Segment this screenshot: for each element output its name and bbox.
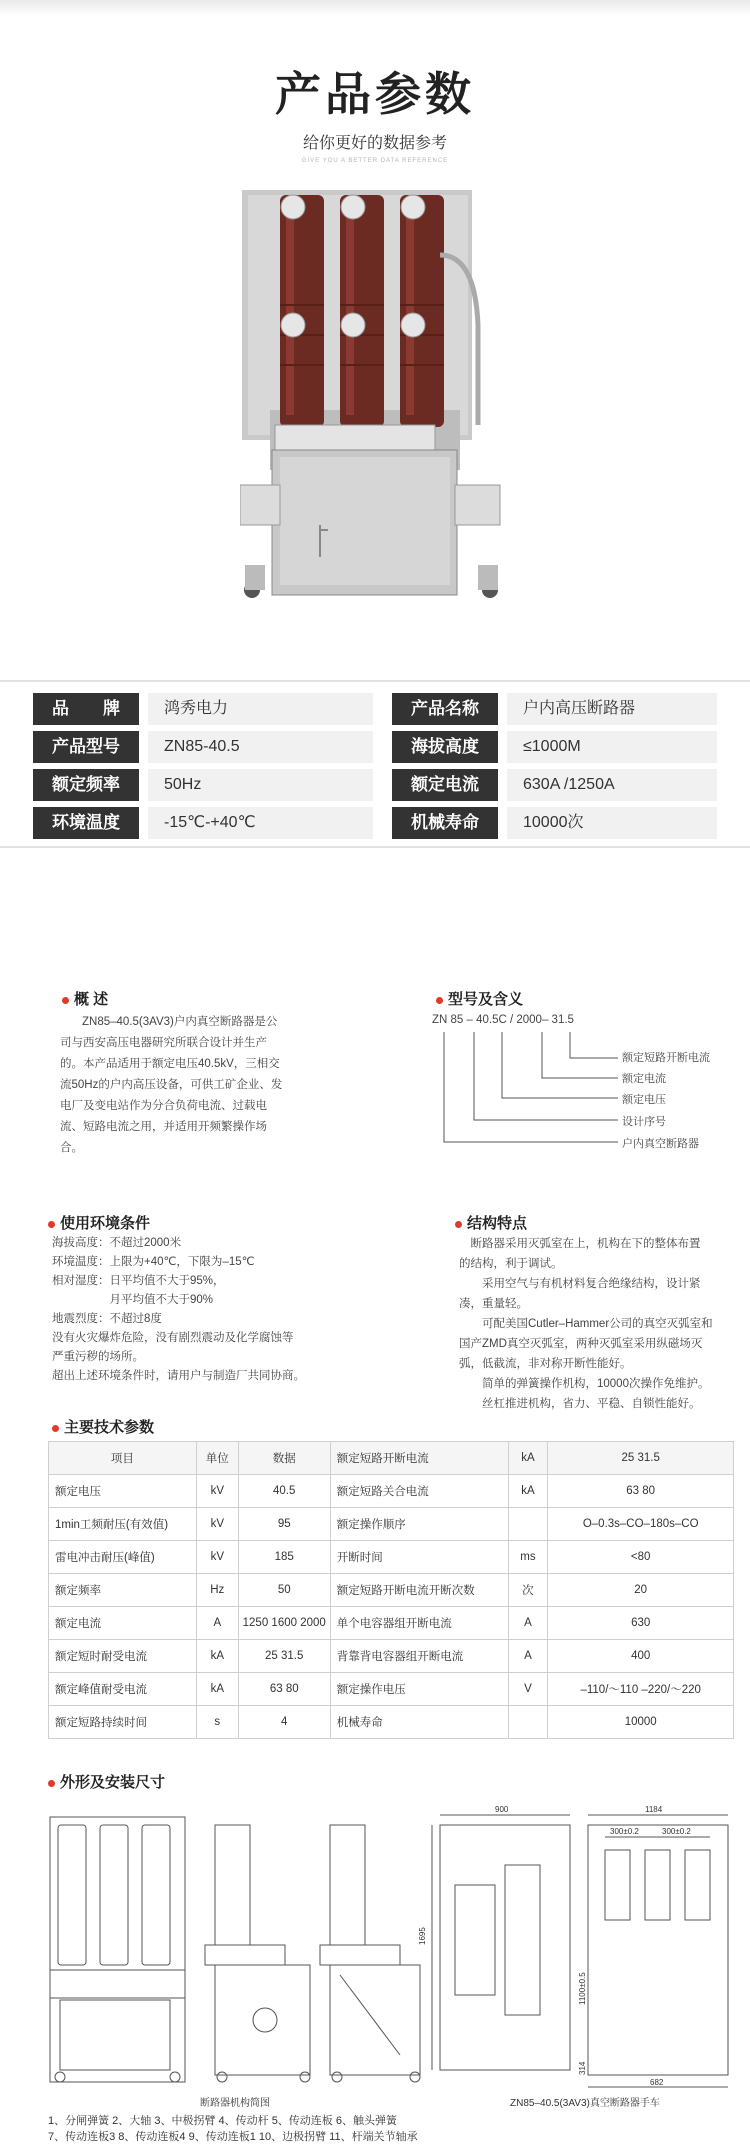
bullet-dot <box>436 997 443 1004</box>
spec-bottom-divider <box>0 846 750 848</box>
dim-label: 900 <box>495 1805 509 1814</box>
spec-value: ZN85-40.5 <box>148 731 373 763</box>
table-header-row: 项目 单位 数据 额定短路开断电流 kA 25 31.5 <box>49 1442 734 1475</box>
dim-label: 300±0.2 <box>610 1827 639 1836</box>
overview-text: ZN85–40.5(3AV3)户内真空断路器是公 司与西安高压电器研究所联合设计并生产 的。本产品适用于额定电压40.5kV，三相交 流50Hz的户内高压设备，可供工矿企业、发 电厂及变电站作为分合负荷电流、过载电 流、短路电流之用，并适用开频繁操作场 合。 <box>60 1016 283 1154</box>
page-subtitle: 给你更好的数据参考 <box>302 135 447 152</box>
table-row: 额定电流 A 1250 1600 2000 单个电容器组开断电流 A 630 <box>49 1607 734 1640</box>
dim-label: 1695 <box>418 1927 427 1945</box>
spec-value: 户内高压断路器 <box>507 693 717 725</box>
bullet-dot <box>48 1780 55 1787</box>
spec-label: 海拔高度 <box>392 731 498 763</box>
table-row: 雷电冲击耐压(峰值) kV 185 开断时间 ms <80 <box>49 1541 734 1574</box>
spec-label: 机械寿命 <box>392 807 498 839</box>
drawings-heading: 外形及安装尺寸 <box>48 1771 165 1792</box>
legend-line-2: 7、传动连板3 8、传动连板4 9、传动连板1 10、边极拐臂 11、杆端关节轴承 <box>48 2131 418 2143</box>
dim-label: 682 <box>650 2078 664 2087</box>
table-row: 额定短路持续时间 s 4 机械寿命 10000 <box>49 1706 734 1739</box>
tech-heading: 主要技术参数 <box>52 1416 154 1437</box>
model-label: 额定电压 <box>622 1094 666 1106</box>
spec-value: -15℃-+40℃ <box>148 807 373 839</box>
table-row: 额定短时耐受电流 kA 25 31.5 背靠背电容器组开断电流 A 400 <box>49 1640 734 1673</box>
bullet-dot <box>455 1221 462 1228</box>
spec-value: 50Hz <box>148 769 373 801</box>
structure-text: 断路器采用灭弧室在上，机构在下的整体布置 的结构，利于调试。 采用空气与有机材料复合绝缘结构，设计紧 凑，重量轻。 可配美国Cutler–Hammer公司的真空灭弧室和 国产ZMD真空灭弧室，两种灭弧室采用纵磁场灭 弧，低截流，非对称开断性能好。 简单的弹簧操作机构，10000次操作免维护。 丝杠推进机构，省力、平稳、自锁性能好。 <box>459 1238 713 1410</box>
spec-label: 产品型号 <box>33 731 139 763</box>
model-label: 设计序号 <box>622 1116 666 1128</box>
installation-drawings <box>40 1805 730 2095</box>
dim-label: 314 <box>578 2061 587 2075</box>
overview-heading: 概 述 <box>62 988 108 1009</box>
spec-value: 10000次 <box>507 807 717 839</box>
model-code: ZN 85 – 40.5C / 2000– 31.5 <box>432 1014 574 1026</box>
spec-top-divider <box>0 680 750 682</box>
caption-right: ZN85–40.5(3AV3)真空断路器手车 <box>510 2098 660 2109</box>
legend-line-1: 1、分闸弹簧 2、大轴 3、中极拐臂 4、传动杆 5、传动连板 6、触头弹簧 <box>48 2115 397 2127</box>
spec-value: 630A /1250A <box>507 769 717 801</box>
model-label: 户内真空断路器 <box>622 1138 699 1150</box>
caption-left: 断路器机构简图 <box>200 2098 270 2109</box>
spec-label: 品 牌 <box>33 693 139 725</box>
spec-label: 额定电流 <box>392 769 498 801</box>
table-row: 额定频率 Hz 50 额定短路开断电流开断次数 次 20 <box>49 1574 734 1607</box>
top-shadow <box>0 0 750 16</box>
spec-label: 产品名称 <box>392 693 498 725</box>
bullet-dot <box>48 1221 55 1228</box>
model-heading: 型号及含义 <box>436 988 523 1009</box>
spec-label: 环境温度 <box>33 807 139 839</box>
bullet-dot <box>62 997 69 1004</box>
spec-value: ≤1000M <box>507 731 717 763</box>
bullet-dot <box>52 1425 59 1432</box>
spec-label: 额定频率 <box>33 769 139 801</box>
product-photo <box>240 185 530 615</box>
dim-label: 300±0.2 <box>662 1827 691 1836</box>
dim-label: 1100±0.5 <box>578 1972 587 2005</box>
model-diagram-lines <box>430 1030 630 1160</box>
page-title: 产品参数 <box>275 68 475 120</box>
environment-heading: 使用环境条件 <box>48 1212 150 1233</box>
tech-table <box>48 1441 734 1739</box>
tiny-text: GIVE YOU A BETTER DATA REFERENCE <box>301 158 449 164</box>
structure-heading: 结构特点 <box>455 1212 527 1233</box>
table-row: 额定电压 kV 40.5 额定短路关合电流 kA 63 80 <box>49 1475 734 1508</box>
environment-text: 海拔高度：不超过2000米 环境温度：上限为+40℃，下限为–15℃ 相对湿度：日平均值不大于95%， 月平均值不大于90% 地震烈度：不超过8度 没有火灾爆炸危险，没有剧烈震动及化学腐蚀等 严重污秽的场所。 超出上述环境条件时，请用户与制造厂共同协商。 <box>52 1237 305 1382</box>
table-row: 1min工频耐压(有效值) kV 95 额定操作顺序 O–0.3s–CO–180s–CO <box>49 1508 734 1541</box>
spec-value: 鸿秀电力 <box>148 693 373 725</box>
table-row: 额定峰值耐受电流 kA 63 80 额定操作电压 V –110/～110 –220/～220 <box>49 1673 734 1706</box>
dim-label: 1184 <box>645 1805 663 1814</box>
model-label: 额定电流 <box>622 1073 666 1085</box>
model-label: 额定短路开断电流 <box>622 1052 710 1064</box>
